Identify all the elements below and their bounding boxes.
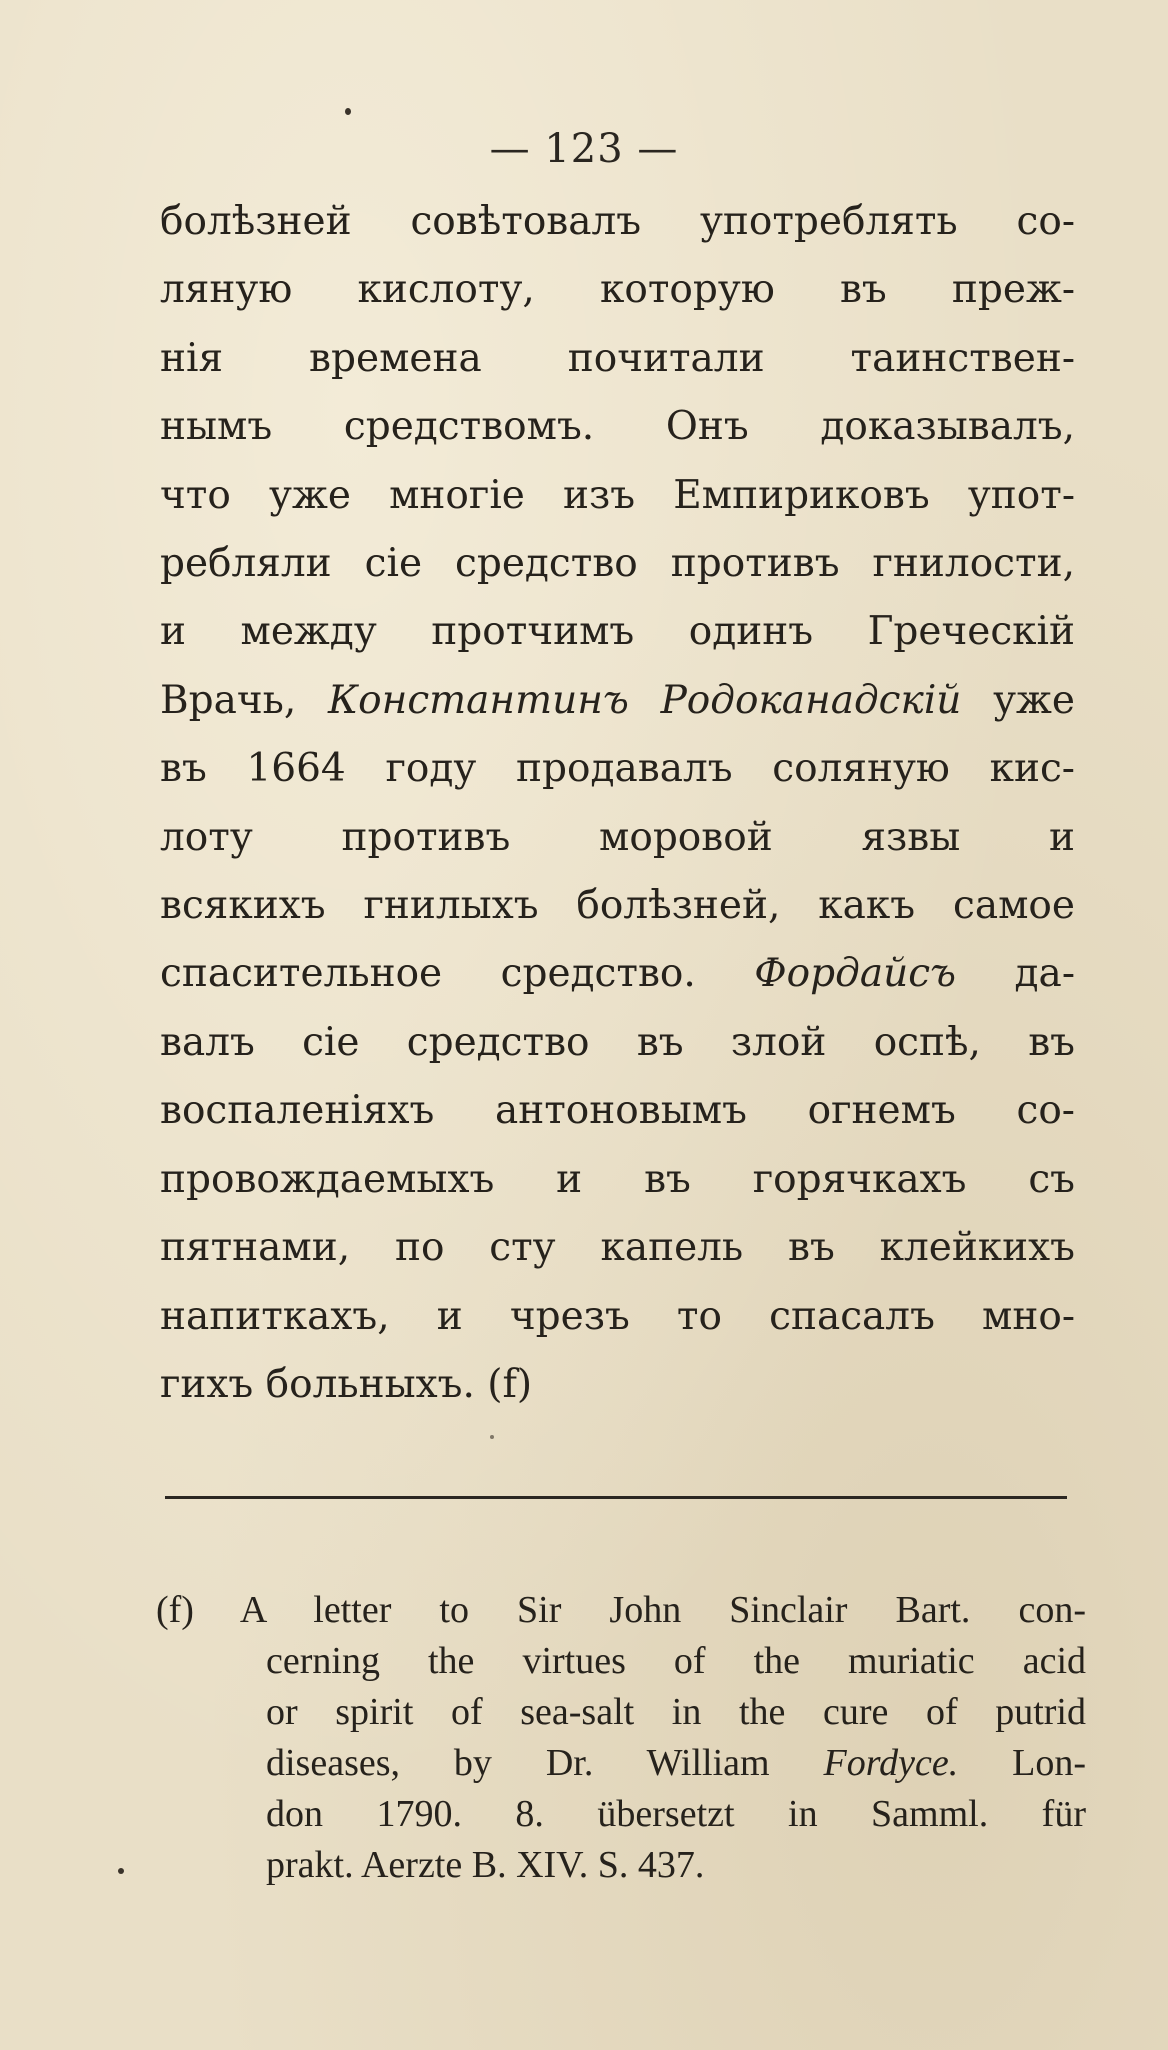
text-line: гихъ больныхъ. (f)	[160, 1361, 533, 1407]
page-number: — 123 —	[489, 126, 679, 172]
text-line: лоту противъ моровой язвы и	[160, 814, 1075, 860]
text-line: болѣзней совѣтовалъ употреблять со-	[160, 199, 1075, 244]
text-line	[160, 940, 1075, 1008]
text-line: воспаленіяхъ антоновымъ огнемъ со-	[160, 1088, 1075, 1134]
text-line: нія времена почитали таинствен-	[160, 335, 1075, 381]
footnote-line: or spirit of sea-salt in the cure of putrid	[266, 1691, 1086, 1733]
person-name: Фордайсъ	[754, 951, 957, 997]
text-line: провождаемыхъ и въ горячкахъ съ	[160, 1156, 1075, 1202]
text-line	[160, 667, 1075, 735]
footnote-line: prakt. Aerzte B. XIV. S. 437.	[266, 1844, 705, 1886]
text-segment: Врачь,	[160, 677, 328, 723]
author-name: Fordyce.	[823, 1742, 959, 1784]
text-segment: да-	[956, 951, 1075, 997]
text-line: что уже многіе изъ Емпириковъ упот-	[160, 472, 1075, 518]
footnote-line	[156, 1738, 1086, 1789]
text-line: нымъ средствомъ. Онъ доказывалъ,	[160, 404, 1075, 450]
text-segment: diseases, by Dr. William	[266, 1742, 824, 1784]
footnote-line: cerning the virtues of the muriatic acid	[266, 1640, 1086, 1682]
ink-speck	[118, 1868, 124, 1874]
text-line: напиткахъ, и чрезъ то спасалъ мно-	[160, 1293, 1075, 1339]
footnote-divider	[165, 1496, 1067, 1499]
text-line: въ 1664 году продавалъ соляную кис-	[160, 746, 1075, 792]
text-segment: Lon-	[958, 1742, 1086, 1784]
ink-speck	[345, 108, 351, 115]
footnote	[156, 1585, 1086, 1891]
footnote-line: don 1790. 8. übersetzt in Samml. für	[266, 1793, 1086, 1835]
text-line: ляную кислоту, которую въ преж-	[160, 267, 1075, 313]
text-line: всякихъ гнилыхъ болѣзней, какъ самое	[160, 883, 1075, 929]
main-text	[160, 188, 1075, 1419]
text-line: пятнами, по сту капель въ клейкихъ	[160, 1225, 1075, 1271]
person-name: Константинъ Родоканадскій	[327, 677, 962, 723]
text-line: и между протчимъ одинъ Греческій	[160, 609, 1075, 655]
text-segment: уже	[961, 677, 1076, 723]
ink-speck	[490, 1435, 494, 1439]
footnote-line: (f) A letter to Sir John Sinclair Bart. con-	[156, 1589, 1086, 1631]
text-line: валъ сіе средство въ злой оспѣ, въ	[160, 1019, 1075, 1065]
text-segment: спасительное средство.	[160, 951, 755, 997]
text-line: ребляли сіе средство противъ гнилости,	[160, 541, 1075, 587]
